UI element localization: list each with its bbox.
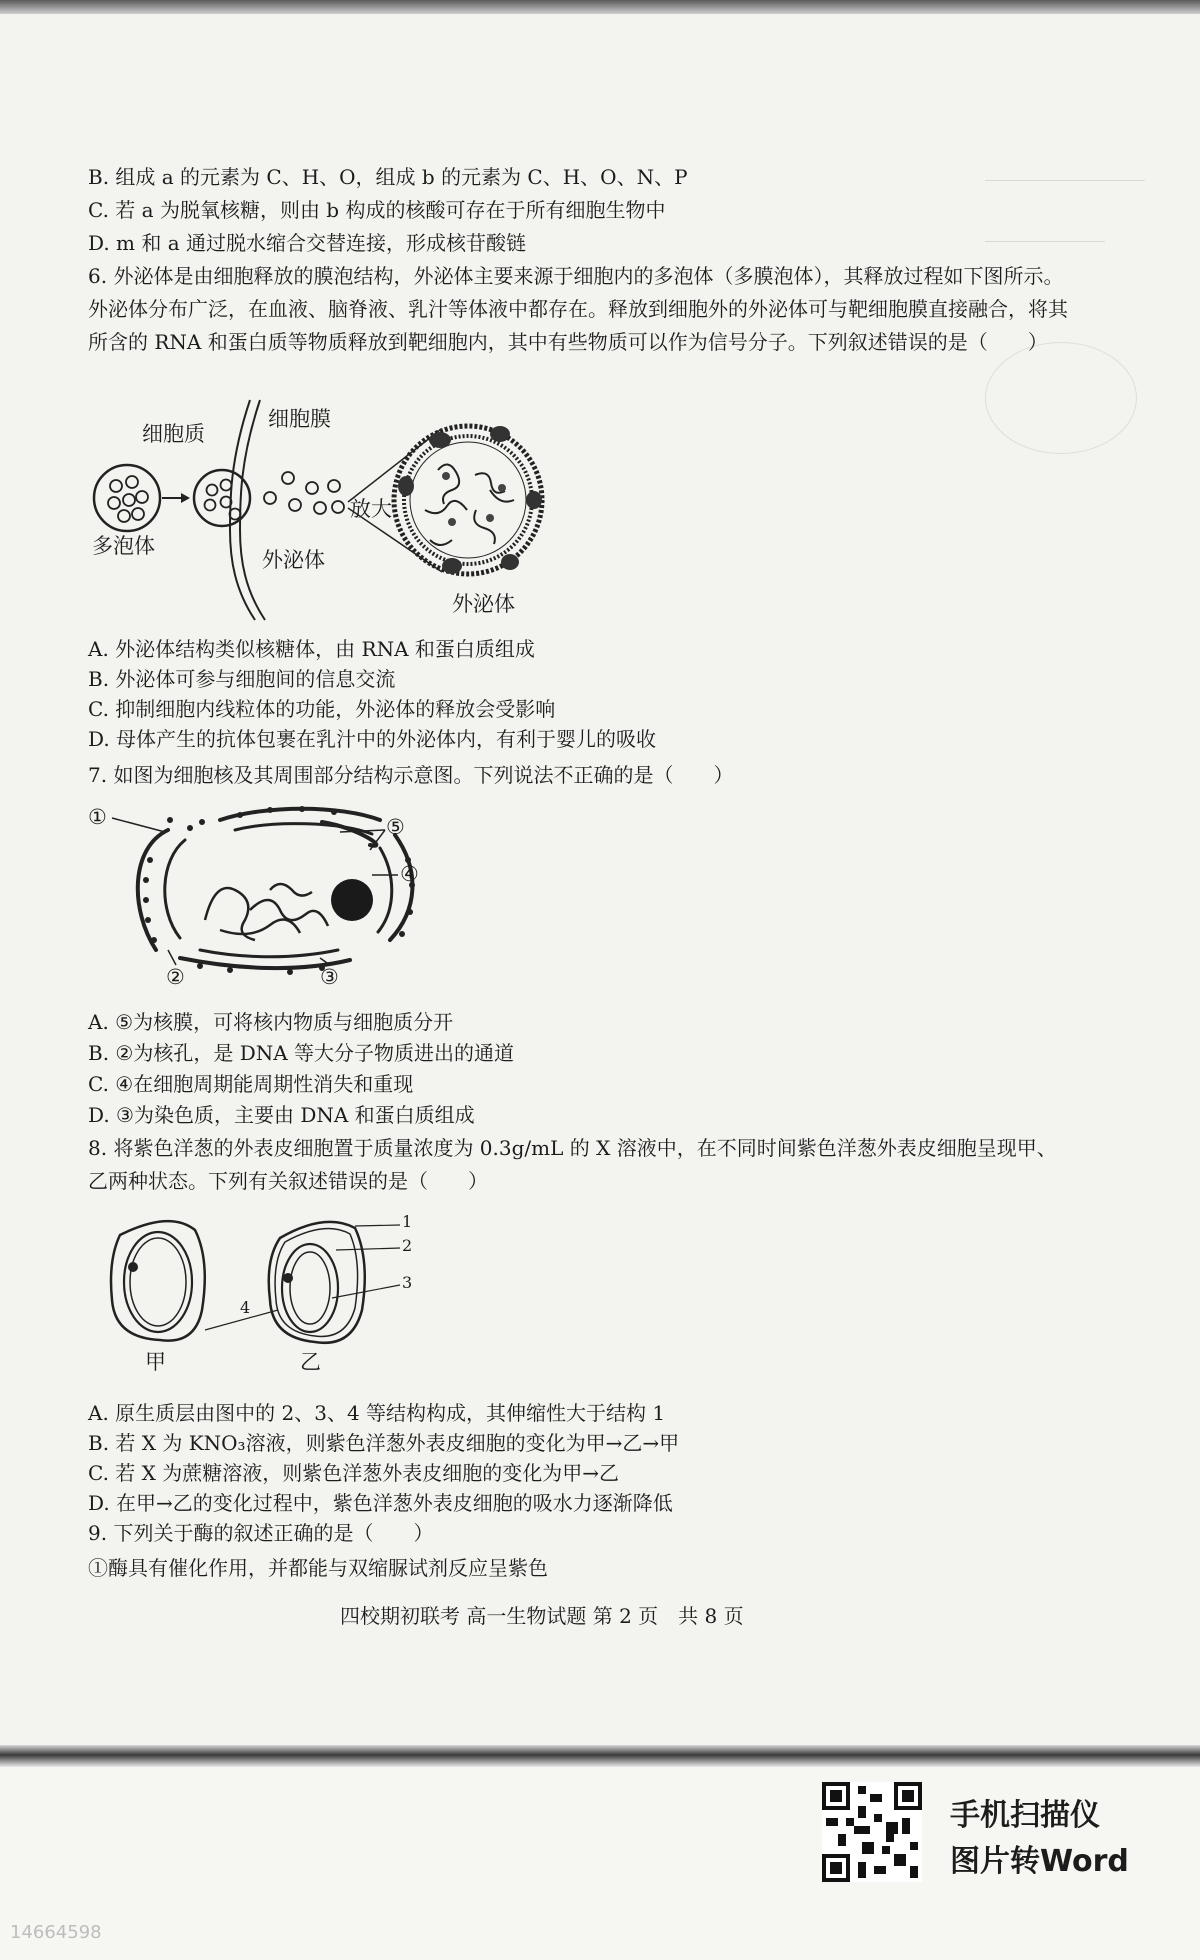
q6-option-a: A. 外泌体结构类似核糖体，由 RNA 和蛋白质组成: [88, 637, 535, 661]
label-exosome: 外泌体: [262, 548, 325, 572]
label-multivesicular-body: 多泡体: [92, 534, 155, 558]
q6-option-d: D. 母体产生的抗体包裹在乳汁中的外泌体内，有利于婴儿的吸收: [88, 727, 657, 751]
q7-option-a: A. ⑤为核膜，可将核内物质与细胞质分开: [88, 1010, 454, 1034]
scanner-title-line2: 图片转Word: [950, 1844, 1129, 1879]
label-exosome-enlarged: 外泌体: [452, 592, 515, 616]
q7-stem: 7. 如图为细胞核及其周围部分结构示意图。下列说法不正确的是（ ）: [88, 763, 734, 787]
label-cell-yi: 乙: [300, 1350, 321, 1374]
q8-option-a: A. 原生质层由图中的 2、3、4 等结构构成，其伸缩性大于结构 1: [88, 1401, 666, 1425]
marker-3: ③: [320, 965, 339, 989]
marker-5: ⑤: [386, 815, 405, 839]
onion-cell-diagram: [100, 1210, 440, 1360]
label-structure-4: 4: [240, 1298, 251, 1317]
q7-option-d: D. ③为染色质，主要由 DNA 和蛋白质组成: [88, 1103, 475, 1127]
q6-option-c: C. 抑制细胞内线粒体的功能，外泌体的释放会受影响: [88, 697, 556, 721]
label-structure-1: 1: [402, 1212, 413, 1231]
q9-statement-1: ①酶具有催化作用，并都能与双缩脲试剂反应呈紫色: [88, 1556, 548, 1580]
marker-2: ②: [166, 965, 185, 989]
q8-stem: 8. 将紫色洋葱的外表皮细胞置于质量浓度为 0.3g/mL 的 X 溶液中，在不同时间紫色洋葱外表皮细胞呈现甲、乙两种状态。下列有关叙述错误的是（ ）: [88, 1136, 1057, 1193]
q5-option-c: C. 若 a 为脱氧核糖，则由 b 构成的核酸可存在于所有细胞生物中: [88, 198, 666, 222]
label-cytoplasm: 细胞质: [142, 422, 205, 446]
qr-code-icon: [822, 1782, 922, 1882]
q9-stem: 9. 下列关于酶的叙述正确的是（ ）: [88, 1521, 434, 1545]
marker-4: ④: [400, 862, 419, 886]
q5-option-b: B. 组成 a 的元素为 C、H、O，组成 b 的元素为 C、H、O、N、P: [88, 165, 688, 189]
label-zoom: 放大: [350, 497, 392, 521]
q8-option-b: B. 若 X 为 KNO₃溶液，则紫色洋葱外表皮细胞的变化为甲→乙→甲: [88, 1431, 680, 1455]
watermark-id: 14664598: [10, 1922, 102, 1943]
q7-option-c: C. ④在细胞周期能周期性消失和重现: [88, 1072, 414, 1096]
page-footer: 四校期初联考 高一生物试题 第 2 页 共 8 页: [340, 1604, 744, 1628]
q6-option-b: B. 外泌体可参与细胞间的信息交流: [88, 667, 396, 691]
scanner-title-line1: 手机扫描仪: [950, 1798, 1100, 1833]
q6-stem: 6. 外泌体是由细胞释放的膜泡结构，外泌体主要来源于细胞内的多泡体（多膜泡体），其释放过程如下图所示。外泌体分布广泛，在血液、脑脊液、乳汁等体液中都存在。释放到细胞外的外泌体可与靶细胞膜直接融合，将其所含的 RNA 和蛋白质等物质释放到靶细胞内，其中有些物质可以作为信号分子。下列叙述错误的是（ ）: [88, 264, 1068, 354]
q8-option-c: C. 若 X 为蔗糖溶液，则紫色洋葱外表皮细胞的变化为甲→乙: [88, 1461, 620, 1485]
q8-option-d: D. 在甲→乙的变化过程中，紫色洋葱外表皮细胞的吸水力逐渐降低: [88, 1491, 673, 1515]
q5-option-d: D. m 和 a 通过脱水缩合交替连接，形成核苷酸链: [88, 231, 526, 255]
label-structure-3: 3: [402, 1273, 413, 1292]
q7-option-b: B. ②为核孔，是 DNA 等大分子物质进出的通道: [88, 1041, 515, 1065]
scan-bottom-edge: [0, 1745, 1200, 1767]
marker-1: ①: [88, 805, 107, 829]
label-cell-jia: 甲: [145, 1350, 166, 1374]
label-cell-membrane: 细胞膜: [268, 407, 331, 431]
label-structure-2: 2: [402, 1236, 413, 1255]
